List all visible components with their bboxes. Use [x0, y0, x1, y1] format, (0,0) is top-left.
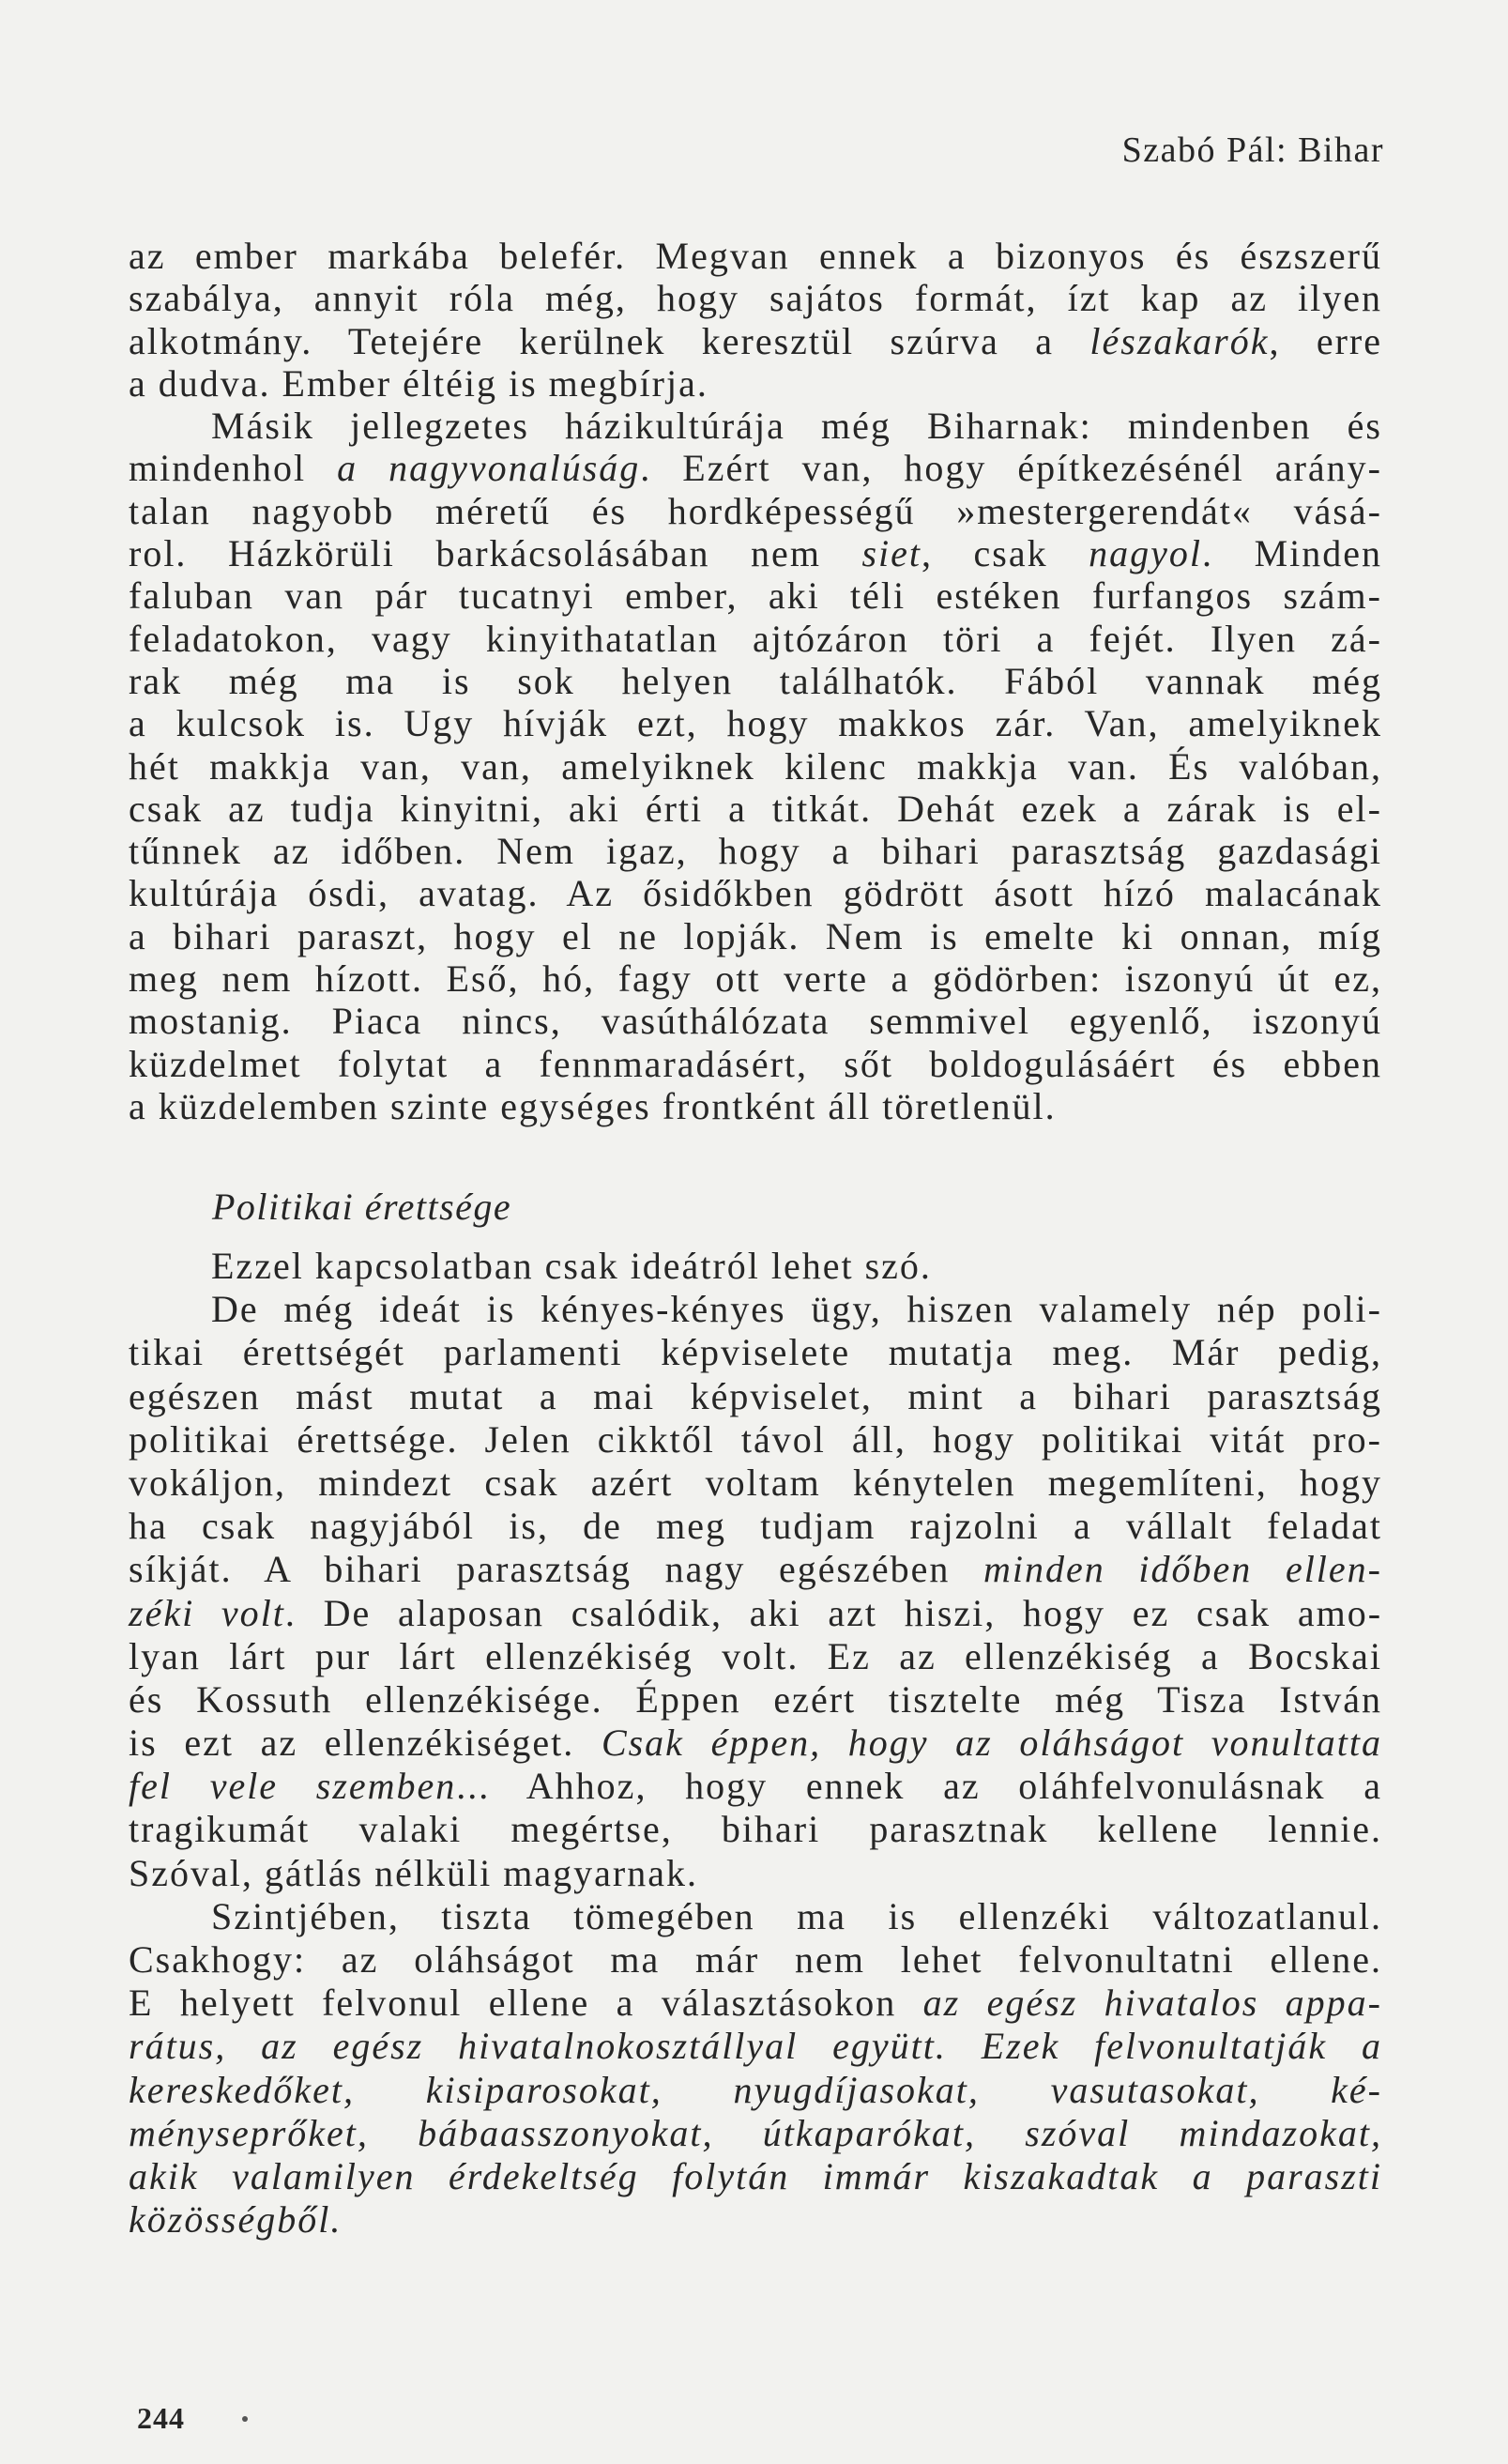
italic-emphasis: Csak éppen, hogy az oláhságot vonultatta	[601, 1722, 1382, 1765]
text-run: faluban van pár tucatnyi ember, aki téli estéken furfangos szám-	[129, 574, 1382, 618]
text-line	[129, 1418, 1382, 1462]
text-run: . De alaposan csalódik, aki azt hiszi, hogy ez csak amo-	[284, 1591, 1383, 1634]
text-run: feladatokon, vagy kinyithatatlan ajtózáron töri a fejét. Ilyen zá-	[129, 617, 1382, 660]
text-run: ha csak nagyjából is, de meg tudjam rajzolni a vállalt feladat	[129, 1505, 1382, 1548]
italic-emphasis: siet	[861, 532, 922, 575]
text-line	[129, 1375, 1382, 1418]
text-line	[129, 1808, 1382, 1851]
text-line	[129, 915, 1382, 957]
page-number: 244	[137, 2401, 185, 2435]
text-run: tűnnek az időben. Nem igaz, hogy a bihari parasztság gazdasági	[129, 830, 1382, 873]
text-run: a dudva. Ember éltéig is megbírja.	[129, 361, 708, 405]
text-run: , erre	[1269, 319, 1382, 362]
text-run: szabálya, annyit róla még, hogy sajátos formát, ízt kap az ilyen	[129, 277, 1382, 320]
text-run: Csakhogy: az oláhságot ma már nem lehet felvonultatni ellene.	[129, 1938, 1382, 1981]
text-line	[129, 788, 1382, 830]
text-run: lyan lárt pur lárt ellenzékiség volt. Ez az ellenzékiség a Bocskai	[129, 1634, 1382, 1677]
running-head: Szabó Pál: Bihar	[1121, 130, 1384, 170]
text-line	[129, 830, 1382, 872]
italic-emphasis: zéki volt	[129, 1591, 285, 1634]
text-run: talan nagyobb méretű és hordképességű »mestergerendát« vásá-	[129, 489, 1382, 532]
text-run: E helyett felvonul ellene a választásokon	[129, 1982, 923, 2025]
text-run: is ezt az ellenzékiséget.	[129, 1722, 602, 1765]
text-line	[129, 1085, 1382, 1127]
text-run: csak az tudja kinyitni, aki érti a titkát. Dehát ezek a zárak is el-	[129, 787, 1382, 830]
text-line	[129, 2025, 1382, 2068]
text-line	[129, 1765, 1382, 1808]
print-speck	[242, 2416, 248, 2422]
text-run: küzdelmet folytat a fennmaradásért, sőt boldogulásáért és ebben	[129, 1042, 1382, 1085]
text-run: az ember markába belefér. Megvan ennek a bizonyos és észszerű	[129, 235, 1382, 277]
text-run: a bihari paraszt, hogy el ne lopják. Nem is emelte ki onnan, míg	[129, 914, 1382, 957]
text-run: alkotmány. Tetejére kerülnek keresztül szúrva a	[129, 319, 1090, 362]
italic-emphasis: minden időben ellen-	[983, 1548, 1382, 1591]
text-line	[129, 1852, 1382, 1895]
text-run: . Ezért van, hogy építkezésénél arány-	[640, 447, 1382, 490]
text-line	[129, 362, 1382, 405]
text-line	[129, 1548, 1382, 1591]
text-line	[129, 2112, 1382, 2155]
text-run: Szintjében, tiszta tömegében ma is ellenzéki változatlanul.	[211, 1894, 1382, 1937]
italic-emphasis: ményseprőket, bábaasszonyokat, útkaparókat, szóval mindazokat,	[129, 2111, 1382, 2154]
text-line	[129, 1505, 1382, 1548]
paragraph	[129, 1895, 1382, 2242]
text-line	[129, 235, 1382, 277]
text-run: mostanig. Piaca nincs, vasúthálózata semmivel egyenlő, iszonyú	[129, 1000, 1382, 1043]
italic-emphasis: rátus, az egész hivatalnokosztállyal együtt. Ezek felvonultatják a	[129, 2025, 1382, 2068]
text-run: . Minden	[1202, 532, 1382, 575]
text-line	[129, 1895, 1382, 1938]
text-line	[129, 447, 1382, 489]
italic-emphasis: akik valamilyen érdekeltség folytán immár kiszakadtak a paraszti	[129, 2154, 1382, 2197]
text-line	[129, 660, 1382, 702]
text-run: Ezzel kapcsolatban csak ideátról lehet szó.	[211, 1245, 932, 1287]
paragraph	[129, 405, 1382, 1127]
text-line	[129, 1245, 1382, 1288]
text-line	[129, 702, 1382, 744]
italic-emphasis: az egész hivatalos appa-	[922, 1982, 1383, 2025]
text-line	[129, 1678, 1382, 1722]
text-line	[129, 1938, 1382, 1982]
paragraph	[129, 235, 1382, 405]
text-line	[129, 1000, 1382, 1042]
text-line	[129, 1592, 1382, 1635]
text-run: politikai érettsége. Jelen cikktől távol áll, hogy politikai vitát pro-	[129, 1417, 1382, 1461]
italic-emphasis: lészakarók	[1089, 319, 1270, 362]
text-run: tragikumát valaki megértse, bihari parasztnak kellene lennie.	[129, 1808, 1382, 1851]
text-run: vokáljon, mindezt csak azért voltam kénytelen megemlíteni, hogy	[129, 1461, 1382, 1504]
text-run: , csak	[922, 532, 1089, 575]
italic-emphasis: nagyol	[1089, 532, 1203, 575]
text-run: rol. Házkörüli barkácsolásában nem	[129, 532, 862, 575]
text-run: a kulcsok is. Ugy hívják ezt, hogy makkos zár. Van, amelyiknek	[129, 702, 1382, 745]
body-text-section	[129, 1245, 1382, 2242]
text-line	[129, 574, 1382, 617]
text-line	[129, 957, 1382, 1000]
paragraph	[129, 1245, 1382, 1288]
text-line	[129, 2069, 1382, 2112]
text-line	[129, 1288, 1382, 1331]
body-text-section	[129, 235, 1382, 1127]
text-run: kultúrája ósdi, avatag. Az ősidőkben gödrött ásott hízó malacának	[129, 872, 1382, 915]
text-run: síkját. A bihari parasztság nagy egészében	[129, 1548, 984, 1591]
text-line	[129, 1462, 1382, 1505]
text-line	[129, 1043, 1382, 1085]
italic-emphasis: a nagyvonalúság	[337, 447, 641, 490]
section-heading: Politikai érettsége	[212, 1186, 512, 1228]
paragraph	[129, 1288, 1382, 1895]
text-line	[129, 2155, 1382, 2198]
text-line	[129, 1331, 1382, 1374]
text-line	[129, 405, 1382, 447]
text-line	[129, 320, 1382, 362]
text-run: ... Ahhoz, hogy ennek az oláhfelvonulásnak a	[456, 1765, 1382, 1808]
text-line	[129, 872, 1382, 914]
italic-emphasis: fel vele szemben	[129, 1765, 457, 1808]
text-run: meg nem hízott. Eső, hó, fagy ott verte a gödörben: iszonyú út ez,	[129, 957, 1382, 1001]
text-run: egészen mást mutat a mai képviselet, mint a bihari parasztság	[129, 1374, 1382, 1417]
italic-emphasis: kereskedőket, kisiparosokat, nyugdíjasokat, vasutasokat, ké-	[129, 2068, 1382, 2111]
text-line	[129, 532, 1382, 574]
text-line	[129, 745, 1382, 788]
text-line	[129, 2198, 1382, 2242]
text-run: és Kossuth ellenzékisége. Éppen ezért tisztelte még Tisza István	[129, 1677, 1382, 1721]
text-run: mindenhol	[129, 447, 338, 490]
text-line	[129, 1722, 1382, 1765]
text-run: tikai érettségét parlamenti képviselete mutatja meg. Már pedig,	[129, 1331, 1382, 1374]
text-line	[129, 277, 1382, 319]
italic-emphasis: közösségből.	[129, 2198, 343, 2242]
text-run: rak még ma is sok helyen találhatók. Fából vannak még	[129, 659, 1382, 702]
text-line	[129, 1635, 1382, 1678]
text-run: a küzdelemben szinte egységes frontként áll töretlenül.	[129, 1084, 1057, 1127]
text-run: De még ideát is kényes-kényes ügy, hiszen valamely nép poli-	[211, 1288, 1382, 1331]
text-line	[129, 490, 1382, 532]
text-run: Szóval, gátlás nélküli magyarnak.	[129, 1851, 698, 1894]
text-line	[129, 618, 1382, 660]
text-run: hét makkja van, van, amelyiknek kilenc makkja van. És valóban,	[129, 744, 1382, 788]
text-line	[129, 1982, 1382, 2025]
text-run: Másik jellegzetes házikultúrája még Biharnak: mindenben és	[211, 405, 1382, 448]
